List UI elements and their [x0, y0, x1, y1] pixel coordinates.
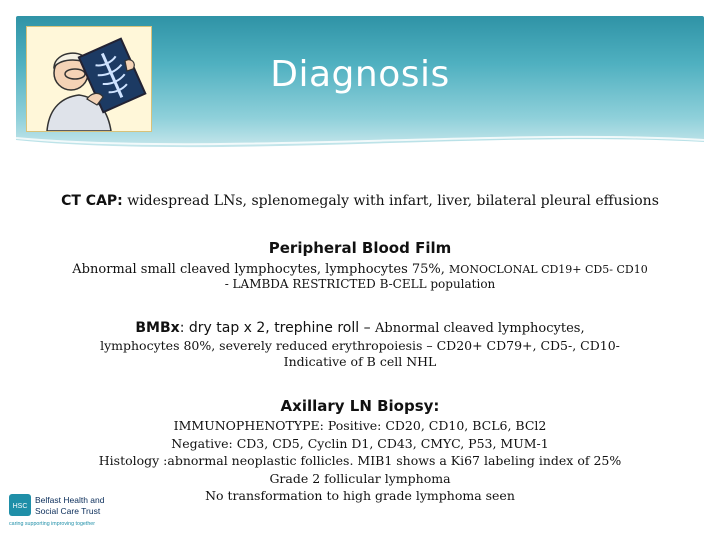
axillary-heading: Axillary LN Biopsy: [280, 397, 440, 415]
hsc-badge-text: HSC [12, 503, 28, 510]
pbf-line-2: - LAMBDA RESTRICTED B-CELL population [224, 277, 496, 291]
axillary-line-1: IMMUNOPHENOTYPE: Positive: CD20, CD10, BCL6, BCl2 [173, 418, 547, 433]
axillary-line-4: Grade 2 follicular lymphoma [269, 471, 451, 486]
axillary-line-5: No transformation to high grade lymphoma seen [205, 488, 515, 503]
ct-cap-label: CT CAP: [61, 193, 123, 209]
pbf-line-1-main: Abnormal small cleaved lymphocytes, lymphocytes 75%, [72, 262, 450, 277]
bmbx-line-3: Indicative of B cell NHL [283, 354, 437, 369]
bmbx-label: BMBx [135, 320, 180, 336]
bmbx-main: : dry tap x 2, trephine roll – [179, 320, 376, 336]
logo-line-2: Social Care Trust [35, 506, 101, 516]
pbf-line-1-caps: MONOCLONAL CD19+ CD5- CD10 [449, 263, 648, 276]
ct-cap-line [40, 193, 680, 209]
hsc-logo [8, 492, 126, 530]
axillary-line-3: Histology :abnormal neoplastic follicles. MIB1 shows a Ki67 labeling index of 25% [98, 453, 622, 468]
bmbx-line-2: lymphocytes 80%, severely reduced erythropoiesis – CD20+ CD79+, CD5-, CD10- [100, 338, 620, 353]
pbf-line-1 [40, 262, 680, 277]
bmbx-tail: Abnormal cleaved lymphocytes, [375, 321, 585, 336]
axillary-line-2: Negative: CD3, CD5, Cyclin D1, CD43, CMYC, P53, MUM-1 [171, 436, 549, 451]
ct-cap-text: widespread LNs, splenomegaly with infart, liver, bilateral pleural effusions [122, 193, 659, 209]
doctor-xray-icon [27, 27, 151, 131]
slide-title: Diagnosis [270, 54, 450, 95]
doctor-xray-clipart [26, 26, 152, 132]
pbf-heading: Peripheral Blood Film [268, 239, 452, 257]
bmbx-line-1 [40, 320, 680, 336]
logo-tagline: caring supporting improving together [9, 521, 95, 527]
logo-line-1: Belfast Health and [35, 495, 105, 505]
